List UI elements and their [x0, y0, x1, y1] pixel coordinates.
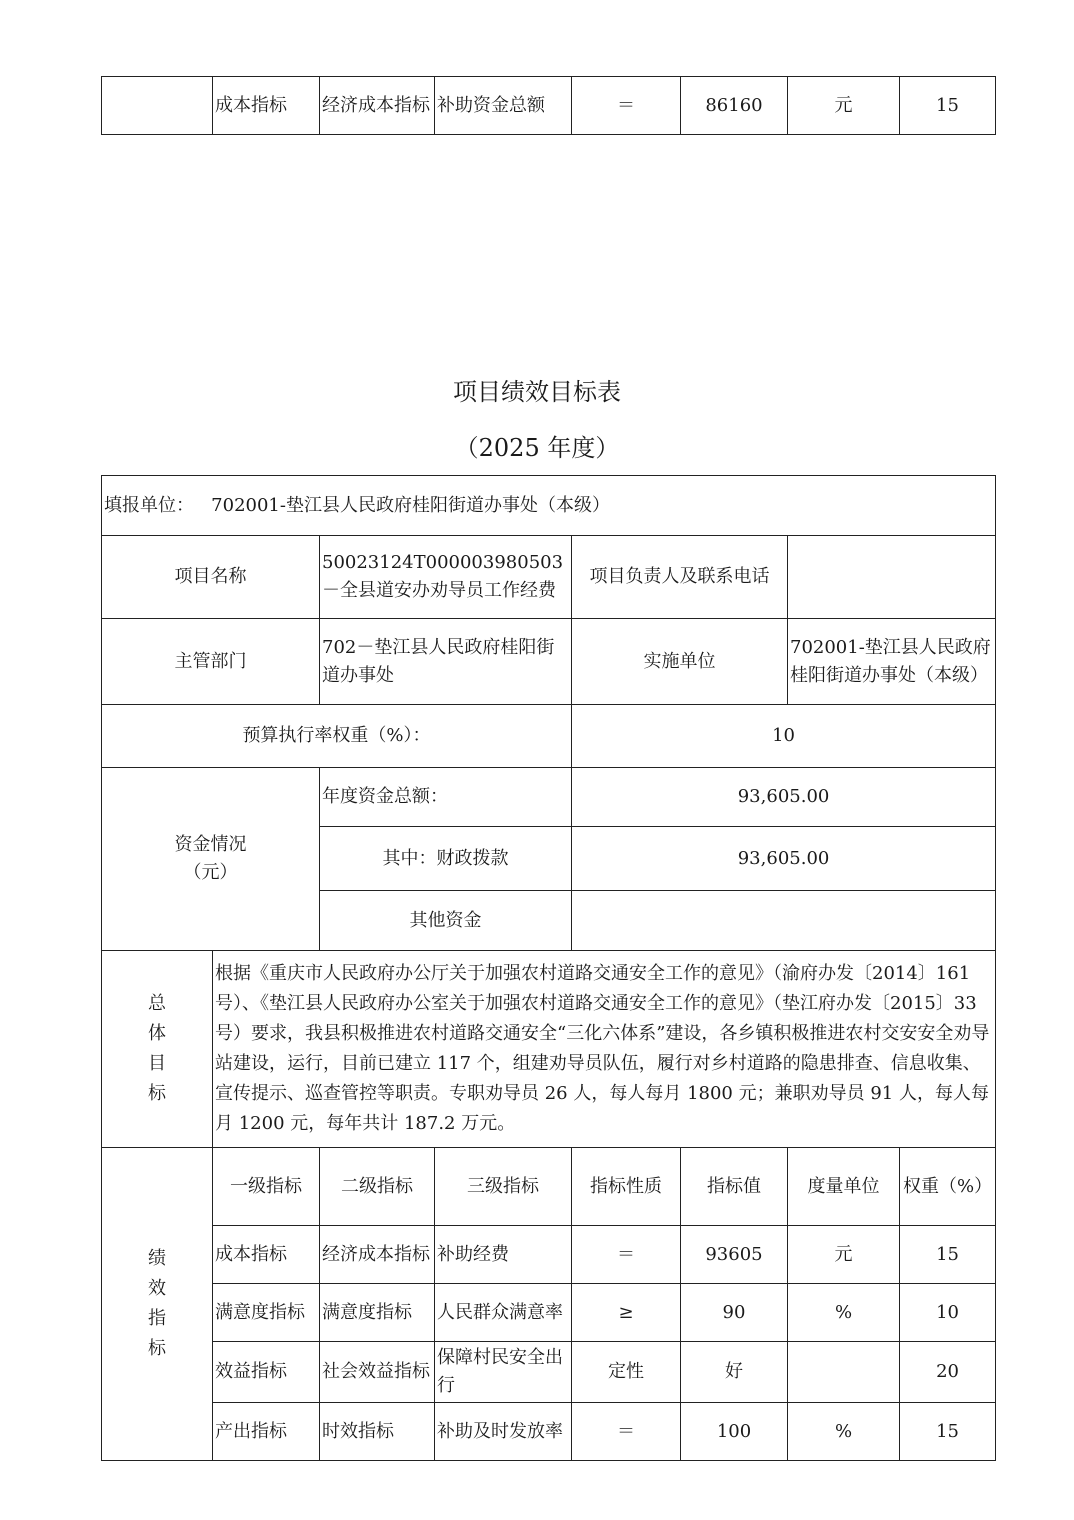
perf-header: 指标性质 — [572, 1148, 681, 1226]
cell: 成本指标 — [213, 77, 320, 135]
perf-cell: 满意度指标 — [320, 1284, 435, 1342]
perf-header: 权重（%） — [900, 1148, 996, 1226]
cell: 15 — [900, 77, 996, 135]
project-name-value: 50023124T000003980503－全县道安办劝导员工作经费 — [320, 536, 572, 619]
previous-table-fragment — [101, 76, 996, 135]
page-subtitle-year: （2025 年度） — [454, 434, 620, 462]
perf-cell: % — [788, 1284, 900, 1342]
impl-unit-label: 实施单位 — [572, 619, 788, 705]
perf-cell: 10 — [900, 1284, 996, 1342]
filler-unit-cell — [102, 476, 996, 536]
funds-label-line1: 资金情况 — [174, 834, 247, 855]
project-contact-value — [788, 536, 996, 619]
perf-cell: 15 — [900, 1403, 996, 1461]
perf-label-char: 绩 — [148, 1248, 166, 1269]
funds-label-line2: （元） — [183, 862, 238, 883]
cell: 经济成本指标 — [320, 77, 435, 135]
funds-label — [102, 768, 320, 951]
table-row — [102, 77, 996, 135]
performance-target-table — [101, 475, 996, 1461]
perf-header: 指标值 — [681, 1148, 788, 1226]
perf-cell: 成本指标 — [213, 1226, 320, 1284]
perf-header: 度量单位 — [788, 1148, 900, 1226]
goal-text: 根据《重庆市人民政府办公厅关于加强农村道路交通安全工作的意见》（渝府办发〔2014〕161 号）、《垫江县人民政府办公室关于加强农村道路交通安全工作的意见》（垫江府办发〔2015〕33 号）要求，我县积极推进农村道路交通安全“三化六体系”建设，各乡镇积极推进农村交安安全劝导站建设，运行，目前已建立 117 个，组建劝导员队伍，履行对乡村道路的隐患排查、信息收集、宣传提示、巡查管控等职责。专职劝导员 26 人，每人每月 1800 元；兼职劝导员 91 人，每人每月 1200 元，每年共计 187.2 万元。 — [213, 951, 996, 1148]
budget-rate-label: 预算执行率权重（%）： — [102, 705, 572, 768]
funds-total-label: 年度资金总额： — [320, 768, 572, 827]
project-contact-label: 项目负责人及联系电话 — [572, 536, 788, 619]
perf-cell: 15 — [900, 1226, 996, 1284]
page-title: 项目绩效目标表 — [453, 378, 621, 406]
perf-cell: ≥ — [572, 1284, 681, 1342]
perf-cell: ＝ — [572, 1403, 681, 1461]
perf-cell: 效益指标 — [213, 1342, 320, 1403]
perf-label-char: 指 — [148, 1308, 166, 1329]
perf-cell: 人民群众满意率 — [435, 1284, 572, 1342]
perf-cell: 90 — [681, 1284, 788, 1342]
cell: 86160 — [681, 77, 788, 135]
perf-header: 一级指标 — [213, 1148, 320, 1226]
dept-label: 主管部门 — [102, 619, 320, 705]
perf-cell: 好 — [681, 1342, 788, 1403]
perf-cell: 经济成本指标 — [320, 1226, 435, 1284]
funds-fiscal-value: 93,605.00 — [572, 827, 996, 891]
perf-cell: 保障村民安全出行 — [435, 1342, 572, 1403]
goal-label-char: 体 — [148, 1023, 166, 1044]
goal-label-char: 目 — [148, 1053, 166, 1074]
table-row — [102, 1342, 996, 1403]
goal-label-char: 标 — [148, 1083, 166, 1104]
perf-cell: 社会效益指标 — [320, 1342, 435, 1403]
goal-row — [102, 951, 996, 1148]
perf-header: 二级指标 — [320, 1148, 435, 1226]
perf-cell: 20 — [900, 1342, 996, 1403]
perf-cell: 定性 — [572, 1342, 681, 1403]
filler-row — [102, 476, 996, 536]
funds-fiscal-label: 其中：财政拨款 — [320, 827, 572, 891]
project-row — [102, 536, 996, 619]
perf-cell — [788, 1342, 900, 1403]
perf-cell: 时效指标 — [320, 1403, 435, 1461]
table-row — [102, 1226, 996, 1284]
filler-value: 702001-垫江县人民政府桂阳街道办事处（本级） — [211, 494, 610, 516]
project-name-label: 项目名称 — [102, 536, 320, 619]
dept-value: 702－垫江县人民政府桂阳街道办事处 — [320, 619, 572, 705]
cell — [102, 77, 213, 135]
perf-cell: 93605 — [681, 1226, 788, 1284]
budget-rate-row — [102, 705, 996, 768]
perf-header: 三级指标 — [435, 1148, 572, 1226]
perf-cell: % — [788, 1403, 900, 1461]
perf-cell: 补助及时发放率 — [435, 1403, 572, 1461]
perf-cell: 补助经费 — [435, 1226, 572, 1284]
table-row — [102, 1403, 996, 1461]
funds-total-row — [102, 768, 996, 827]
perf-cell: 产出指标 — [213, 1403, 320, 1461]
cell: ＝ — [572, 77, 681, 135]
goal-label-char: 总 — [148, 993, 166, 1014]
perf-label-char: 效 — [148, 1278, 166, 1299]
filler-label: 填报单位： — [104, 494, 194, 516]
dept-row — [102, 619, 996, 705]
budget-rate-value: 10 — [572, 705, 996, 768]
goal-label — [102, 951, 213, 1148]
perf-label-char: 标 — [148, 1338, 166, 1359]
perf-cell: ＝ — [572, 1226, 681, 1284]
cell: 补助资金总额 — [435, 77, 572, 135]
perf-label — [102, 1148, 213, 1461]
funds-other-label: 其他资金 — [320, 891, 572, 951]
perf-cell: 100 — [681, 1403, 788, 1461]
perf-cell: 元 — [788, 1226, 900, 1284]
cell: 元 — [788, 77, 900, 135]
funds-other-value — [572, 891, 996, 951]
funds-total-value: 93,605.00 — [572, 768, 996, 827]
table-row — [102, 1284, 996, 1342]
perf-cell: 满意度指标 — [213, 1284, 320, 1342]
perf-header-row — [102, 1148, 996, 1226]
impl-unit-value: 702001-垫江县人民政府桂阳街道办事处（本级） — [788, 619, 996, 705]
